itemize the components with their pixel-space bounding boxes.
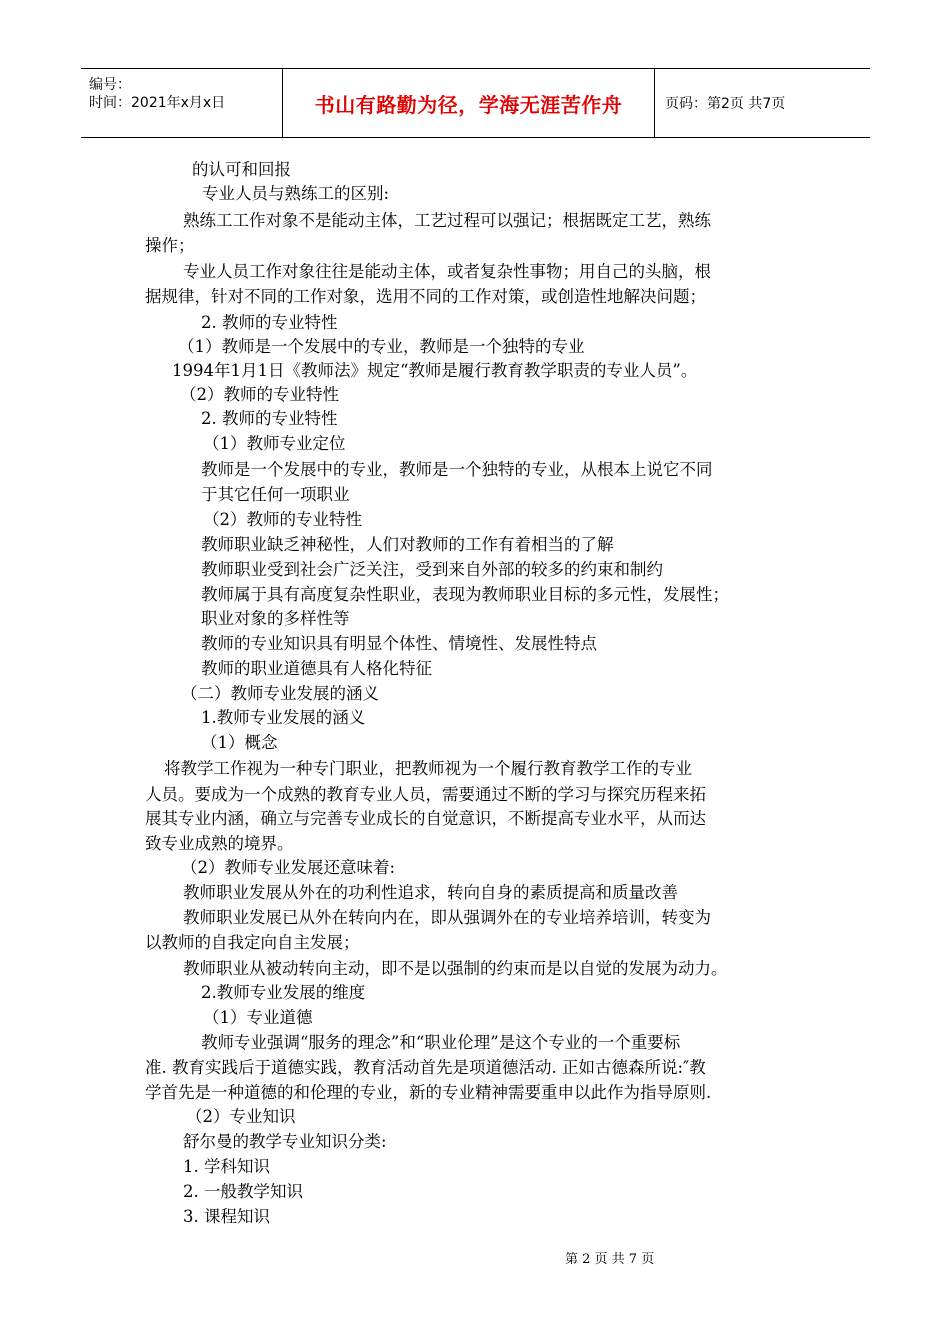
body-line: 教师职业从被动转向主动，即不是以强制的约束而是以自觉的发展为动力。 [183, 959, 728, 978]
body-line: （1）教师专业定位 [203, 434, 346, 453]
body-line: （1）专业道德 [203, 1008, 313, 1027]
body-line: （2）教师的专业特性 [180, 385, 339, 404]
body-line: 2. 教师的专业特性 [201, 409, 338, 428]
body-line: 教师的专业知识具有明显个体性、情境性、发展性特点 [201, 634, 597, 653]
body-line: 据规律，针对不同的工作对象，选用不同的工作对策，或创造性地解决问题； [145, 287, 706, 306]
body-line: 以教师的自我定向自主发展； [145, 933, 360, 952]
header-info-cell [81, 69, 283, 137]
body-line: 展其专业内涵，确立与完善专业成长的自觉意识，不断提高专业水平，从而达 [145, 809, 706, 828]
body-line: （2）教师的专业特性 [203, 510, 362, 529]
body-line: 1. 学科知识 [183, 1157, 270, 1176]
body-line: 人员。要成为一个成熟的教育专业人员，需要通过不断的学习与探究历程来拓 [145, 785, 706, 804]
body-line: 2. 一般教学知识 [183, 1182, 303, 1201]
document-number-label: 编号： [89, 77, 131, 93]
header-page-label: 页码：第2页 共7页 [665, 96, 786, 112]
body-line: 将教学工作视为一种专门职业，把教师视为一个履行教育教学工作的专业 [164, 759, 692, 778]
body-line: （1）概念 [201, 733, 278, 752]
body-line: 1.教师专业发展的涵义 [201, 708, 366, 727]
body-line: 操作； [145, 236, 195, 255]
header-motto-cell [283, 69, 655, 137]
body-line: （2）专业知识 [186, 1107, 296, 1126]
body-line: 致专业成熟的境界。 [145, 834, 294, 853]
page-header [81, 68, 870, 138]
body-line: 教师职业受到社会广泛关注，受到来自外部的较多的约束和制约 [201, 560, 663, 579]
header-page-cell [655, 69, 870, 137]
body-line: 教师职业缺乏神秘性，人们对教师的工作有着相当的了解 [201, 535, 614, 554]
body-line: 教师的职业道德具有人格化特征 [201, 659, 432, 678]
body-line: （2）教师专业发展还意味着: [181, 858, 396, 877]
body-line: 教师职业发展从外在的功利性追求，转向自身的素质提高和质量改善 [183, 883, 678, 902]
body-line: 于其它任何一项职业 [201, 485, 350, 504]
body-line: 教师属于具有高度复杂性职业，表现为教师职业目标的多元性，发展性； [201, 585, 729, 604]
body-line: 的认可和回报 [192, 160, 291, 179]
body-line: 职业对象的多样性等 [201, 609, 350, 628]
body-line: 舒尔曼的教学专业知识分类: [183, 1132, 387, 1151]
body-line: 专业人员工作对象往往是能动主体，或者复杂性事物；用自己的头脑，根 [183, 262, 711, 281]
document-date-label: 时间：2021年x月x日 [89, 95, 226, 111]
body-line: 3. 课程知识 [183, 1207, 270, 1226]
body-line: 教师是一个发展中的专业，教师是一个独特的专业，从根本上说它不同 [201, 460, 713, 479]
body-line: 1994年1月1日《教师法》规定“教师是履行教育教学职责的专业人员”。 [172, 361, 698, 380]
footer-page-number: 第 2 页 共 7 页 [565, 1252, 655, 1267]
body-line: （1）教师是一个发展中的专业，教师是一个独特的专业 [178, 337, 585, 356]
body-line: 学首先是一种道德的和伦理的专业，新的专业精神需要重申以此作为指导原则. [145, 1083, 712, 1102]
body-line: 教师职业发展已从外在转向内在，即从强调外在的专业培养培训，转变为 [183, 908, 711, 927]
body-line: （二）教师专业发展的涵义 [181, 684, 379, 703]
body-line: 熟练工工作对象不是能动主体，工艺过程可以强记；根据既定工艺，熟练 [183, 211, 711, 230]
header-motto: 书山有路勤为径，学海无涯苦作舟 [314, 92, 623, 117]
body-line: 2.教师专业发展的维度 [201, 983, 366, 1002]
body-line: 2. 教师的专业特性 [201, 313, 338, 332]
body-line: 教师专业强调“服务的理念”和“职业伦理”是这个专业的一个重要标 [201, 1033, 681, 1052]
body-line: 准. 教育实践后于道德实践，教育活动首先是项道德活动. 正如古德森所说:″教 [145, 1058, 706, 1077]
body-line: 专业人员与熟练工的区别: [202, 184, 390, 203]
